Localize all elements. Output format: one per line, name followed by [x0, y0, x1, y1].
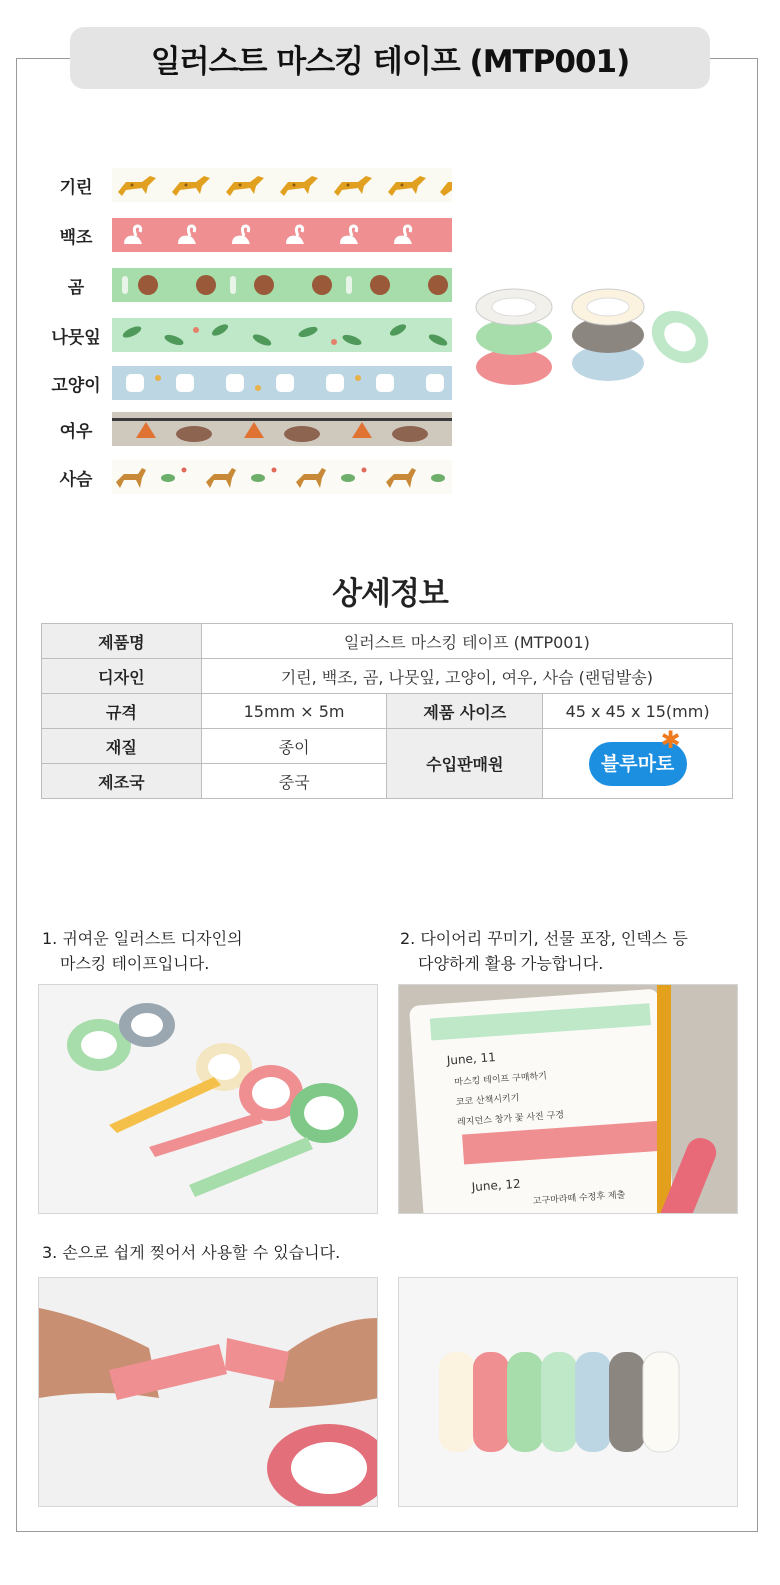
spec-header: 제품 사이즈: [387, 694, 543, 729]
tape-row-fox: [40, 412, 460, 446]
importer-logo: [589, 725, 687, 786]
feature-caption-1: [42, 926, 243, 976]
tape-rolls-illustration: [472, 285, 722, 395]
tape-label: 고양이: [51, 375, 101, 396]
importer-logo-cell: [543, 725, 733, 799]
spec-value: 15mm × 5m: [201, 694, 387, 729]
caption-line: 마스킹 테이프입니다.: [60, 954, 210, 973]
photo-tape-lineup: [398, 1277, 738, 1507]
spec-value: 기린, 백조, 곰, 나뭇잎, 고양이, 여우, 사슴 (랜덤발송): [201, 659, 732, 694]
leaf-pattern: [112, 318, 452, 352]
title-banner: [70, 27, 710, 89]
star-icon: ✱: [660, 725, 681, 754]
tape-swatch-bear: [112, 268, 452, 302]
swan-tape-strip: [462, 1121, 664, 1165]
spec-header: 규격: [42, 694, 202, 729]
spec-value: 일러스트 마스킹 테이프 (MTP001): [201, 624, 732, 659]
feature-caption-3: [42, 1240, 340, 1265]
spec-table: [41, 623, 733, 799]
spec-value: 종이: [201, 729, 387, 764]
spec-header: 제품명: [42, 624, 202, 659]
diary-bookmark: [657, 985, 671, 1214]
diary-item-3: 레지던스 창가 꽃 사진 구경: [456, 1110, 565, 1128]
tape-rolls-image: [472, 285, 722, 395]
diary-date-2: June, 12: [471, 1176, 522, 1195]
spec-row-material: [42, 729, 733, 764]
swan-pattern: [112, 218, 452, 252]
diary-date-1: June, 11: [446, 1050, 497, 1068]
tape-label: 여우: [59, 421, 93, 442]
bear-pattern: [112, 268, 452, 302]
page-title: 일러스트 마스킹 테이프 (MTP001): [150, 43, 630, 80]
photo-hand-tear: [38, 1277, 378, 1507]
tape-row-cat: [40, 366, 460, 400]
tape-row-giraffe: [40, 168, 460, 202]
tape-label: 사슴: [59, 469, 93, 490]
leaf-tape-strip: [430, 1003, 651, 1040]
caption-line: 1. 귀여운 일러스트 디자인의: [42, 929, 243, 948]
tape-label: 나뭇잎: [51, 327, 101, 348]
spec-header: 수입판매원: [387, 729, 543, 799]
tape-row-swan: [40, 218, 460, 252]
giraffe-pattern: [112, 168, 452, 202]
cat-pattern: [112, 366, 452, 400]
caption-line: 3. 손으로 쉽게 찢어서 사용할 수 있습니다.: [42, 1243, 341, 1262]
unrolled-tapes-illustration: [39, 985, 378, 1214]
spec-row-name: [42, 624, 733, 659]
importer-logo-text: 블루마토: [600, 752, 675, 775]
tape-swatch-deer: [112, 460, 452, 494]
feature-caption-2: [400, 926, 688, 976]
tape-swatch-fox: [112, 412, 452, 446]
spec-row-size: [42, 694, 733, 729]
photo-diary: [398, 984, 738, 1214]
diary-note-2: 고구마라떼 수정후 제출: [532, 1190, 626, 1207]
spec-header: 재질: [42, 729, 202, 764]
spec-row-design: [42, 659, 733, 694]
tape-swatch-cat: [112, 366, 452, 400]
detail-title: 상세정보: [332, 576, 448, 612]
deer-pattern: [112, 460, 452, 494]
tape-row-leaf: [40, 318, 460, 352]
spec-header: 제조국: [42, 764, 202, 799]
photo-unrolled-tapes: [38, 984, 378, 1214]
diary-page: [409, 989, 675, 1214]
spec-value: 45 x 45 x 15(mm): [543, 694, 733, 729]
tape-swatch-giraffe: [112, 168, 452, 202]
caption-line: 2. 다이어리 꾸미기, 선물 포장, 인덱스 등: [400, 929, 688, 948]
tape-label: 백조: [59, 227, 93, 248]
hand-tear-illustration: [39, 1278, 378, 1507]
tape-label: 기린: [59, 177, 93, 198]
spec-header: 디자인: [42, 659, 202, 694]
diary-item-2: 코코 산책시키기: [455, 1093, 520, 1108]
tape-row-deer: [40, 460, 460, 494]
fox-pattern: [112, 412, 452, 446]
tape-swatch-leaf: [112, 318, 452, 352]
tape-row-bear: [40, 268, 460, 302]
tape-label: 곰: [67, 277, 85, 298]
caption-line: 다양하게 활용 가능합니다.: [418, 954, 604, 973]
tape-lineup-illustration: [399, 1278, 738, 1507]
diary-item-1: 마스킹 테이프 구매하기: [454, 1071, 548, 1089]
spec-value: 중국: [201, 764, 387, 799]
tape-swatch-swan: [112, 218, 452, 252]
